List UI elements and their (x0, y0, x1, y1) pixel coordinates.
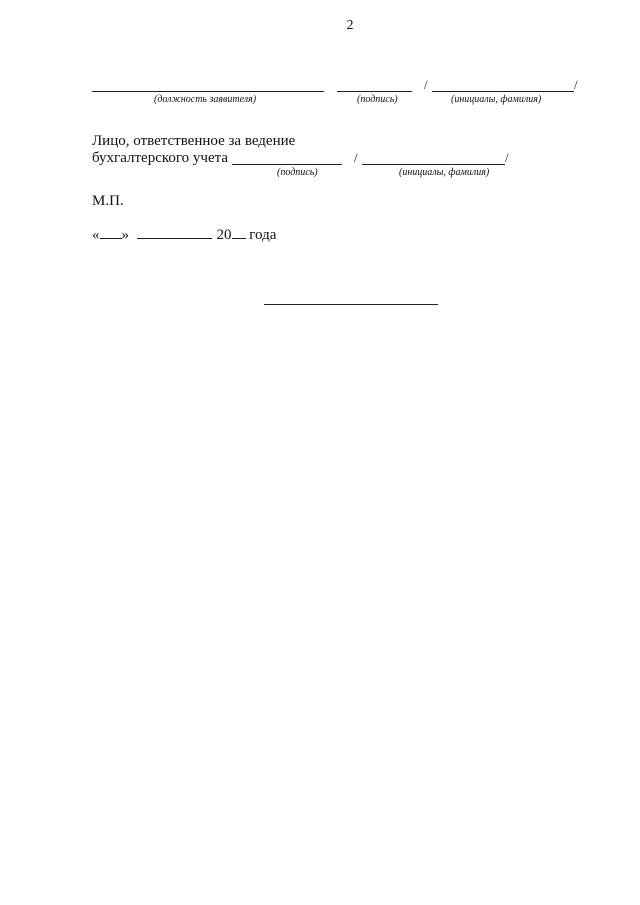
year-suffix: года (249, 227, 277, 243)
open-quote: « (92, 227, 100, 243)
day-blank (100, 225, 122, 239)
close-quote: » (121, 227, 129, 243)
caption-signature: (подпись) (277, 167, 318, 178)
signature-blank (337, 91, 412, 92)
caption-position: (должность заявителя) (154, 94, 257, 105)
slash-separator: / (354, 150, 358, 165)
accountant-signature-blank (232, 164, 342, 165)
closing-separator (264, 304, 438, 305)
page-number: 2 (346, 18, 354, 33)
year-blank (232, 225, 246, 239)
slash-separator: / (574, 77, 578, 92)
caption-signature: (подпись) (357, 94, 398, 105)
slash-separator: / (424, 77, 428, 92)
accountant-name-blank (362, 164, 505, 165)
date-line (92, 225, 276, 244)
accountant-label-line1: Лицо, ответственное за ведение (92, 133, 296, 149)
year-prefix: 20 (216, 227, 232, 243)
slash-separator: / (505, 150, 509, 165)
accountant-label-line2: бухгалтерского учета (92, 150, 229, 166)
month-blank (137, 225, 212, 239)
caption-name: (инициалы, фамилия) (451, 94, 542, 105)
stamp-label: М.П. (92, 193, 124, 209)
position-blank (92, 91, 324, 92)
caption-name: (инициалы, фамилия) (399, 167, 490, 178)
name-blank (432, 91, 574, 92)
